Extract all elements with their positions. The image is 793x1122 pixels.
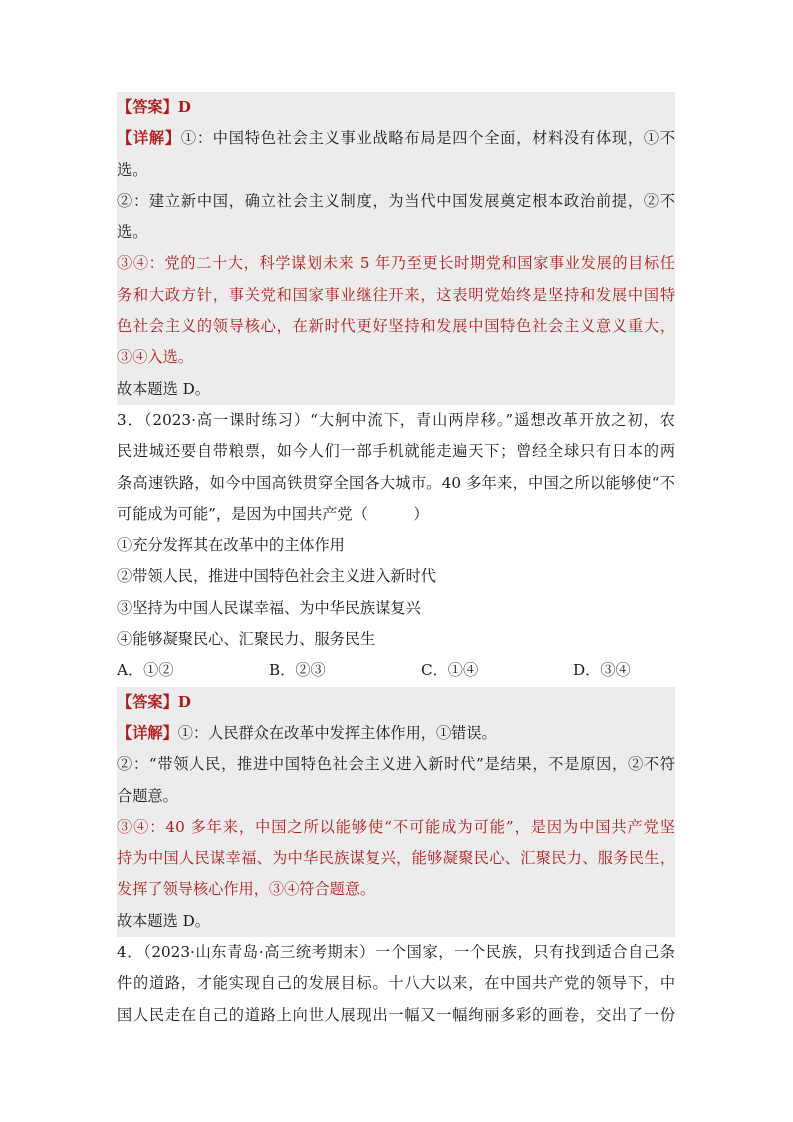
answer-line <box>117 92 675 123</box>
detail-line: ②：“带领人民，推进中国特色社会主义进入新时代”是结果，不是原因，②不符 <box>117 755 675 774</box>
answer-value: D <box>177 692 191 711</box>
answer-tag: 【答案】 <box>117 692 178 711</box>
detail-text: ①：中国特色社会主义事业战略布局是四个全面，材料没有体现，①不 <box>180 129 675 148</box>
option-a: A．①② <box>117 661 174 680</box>
detail-line: 务和大政方针，事关党和国家事业继往开来，这表明党始终是坚持和发展中国特 <box>117 285 675 304</box>
detail-line <box>117 123 675 154</box>
question-4 <box>117 937 675 1031</box>
answer-tag: 【答案】 <box>117 98 178 116</box>
answer-block-2 <box>117 687 675 937</box>
detail-tag: 【详解】 <box>117 723 178 742</box>
answer-options <box>117 655 675 686</box>
conclusion-line: 故本题选 D。 <box>117 911 210 930</box>
option-c: C．①④ <box>421 661 479 680</box>
detail-line: 选。 <box>117 223 148 242</box>
question-line: 条高速铁路，如今中国高铁贯穿全国各大城市。40 多年来，中国之所以能够使“不 <box>117 473 675 492</box>
detail-line: 持为中国人民谋幸福、为中华民族谋复兴，能够凝聚民心、汇聚民力、服务民生， <box>117 849 675 868</box>
detail-line: ②：建立新中国，确立社会主义制度，为当代中国发展奠定根本政治前提，②不 <box>117 191 675 210</box>
content <box>117 92 675 1031</box>
answer-line <box>117 687 675 718</box>
statement-item: ④能够凝聚民心、汇聚民力、服务民生 <box>117 630 376 649</box>
question-3 <box>117 405 675 687</box>
option-b: B．②③ <box>269 661 326 680</box>
detail-line: 色社会主义的领导核心，在新时代更好坚持和发展中国特色社会主义意义重大， <box>117 317 675 336</box>
detail-line: 合题意。 <box>117 786 178 805</box>
answer-value: D <box>177 98 191 116</box>
detail-text: ①：人民群众在改革中发挥主体作用，①错误。 <box>177 723 497 742</box>
detail-line: ③④入选。 <box>117 348 193 367</box>
detail-line: ③④：40 多年来，中国之所以能够使“不可能成为可能”，是因为中国共产党坚 <box>117 817 675 836</box>
detail-tag: 【详解】 <box>117 129 181 148</box>
statement-item: ②带领人民，推进中国特色社会主义进入新时代 <box>117 567 436 586</box>
question-line: 3．（2023·高一课时练习）“大舸中流下，青山两岸移。”遥想改革开放之初，农 <box>117 410 675 429</box>
detail-line: 选。 <box>117 160 148 179</box>
conclusion-line: 故本题选 D。 <box>117 379 210 398</box>
option-d: D．③④ <box>573 661 631 680</box>
detail-line: ③④：党的二十大，科学谋划未来 5 年乃至更长时期党和国家事业发展的目标任 <box>117 254 675 273</box>
answer-block-1 <box>117 92 675 405</box>
statement-item: ③坚持为中国人民谋幸福、为中华民族谋复兴 <box>117 598 421 617</box>
question-line: 件的道路，才能实现自己的发展目标。十八大以来，在中国共产党的领导下，中 <box>117 974 675 993</box>
statement-item: ①充分发挥其在改革中的主体作用 <box>117 536 345 555</box>
question-line: 可能成为可能”，是因为中国共产党（ ） <box>117 504 429 523</box>
detail-line <box>117 718 675 749</box>
question-line: 民进城还要自带粮票，如今人们一部手机就能走遍天下；曾经全球只有日本的两 <box>117 442 675 461</box>
question-line: 国人民走在自己的道路上向世人展现出一幅又一幅绚丽多彩的画卷，交出了一份 <box>117 1005 675 1024</box>
detail-line: 发挥了领导核心作用，③④符合题意。 <box>117 880 376 899</box>
question-line: 4．（2023·山东青岛·高三统考期末）一个国家，一个民族，只有找到适合自己条 <box>117 943 675 962</box>
